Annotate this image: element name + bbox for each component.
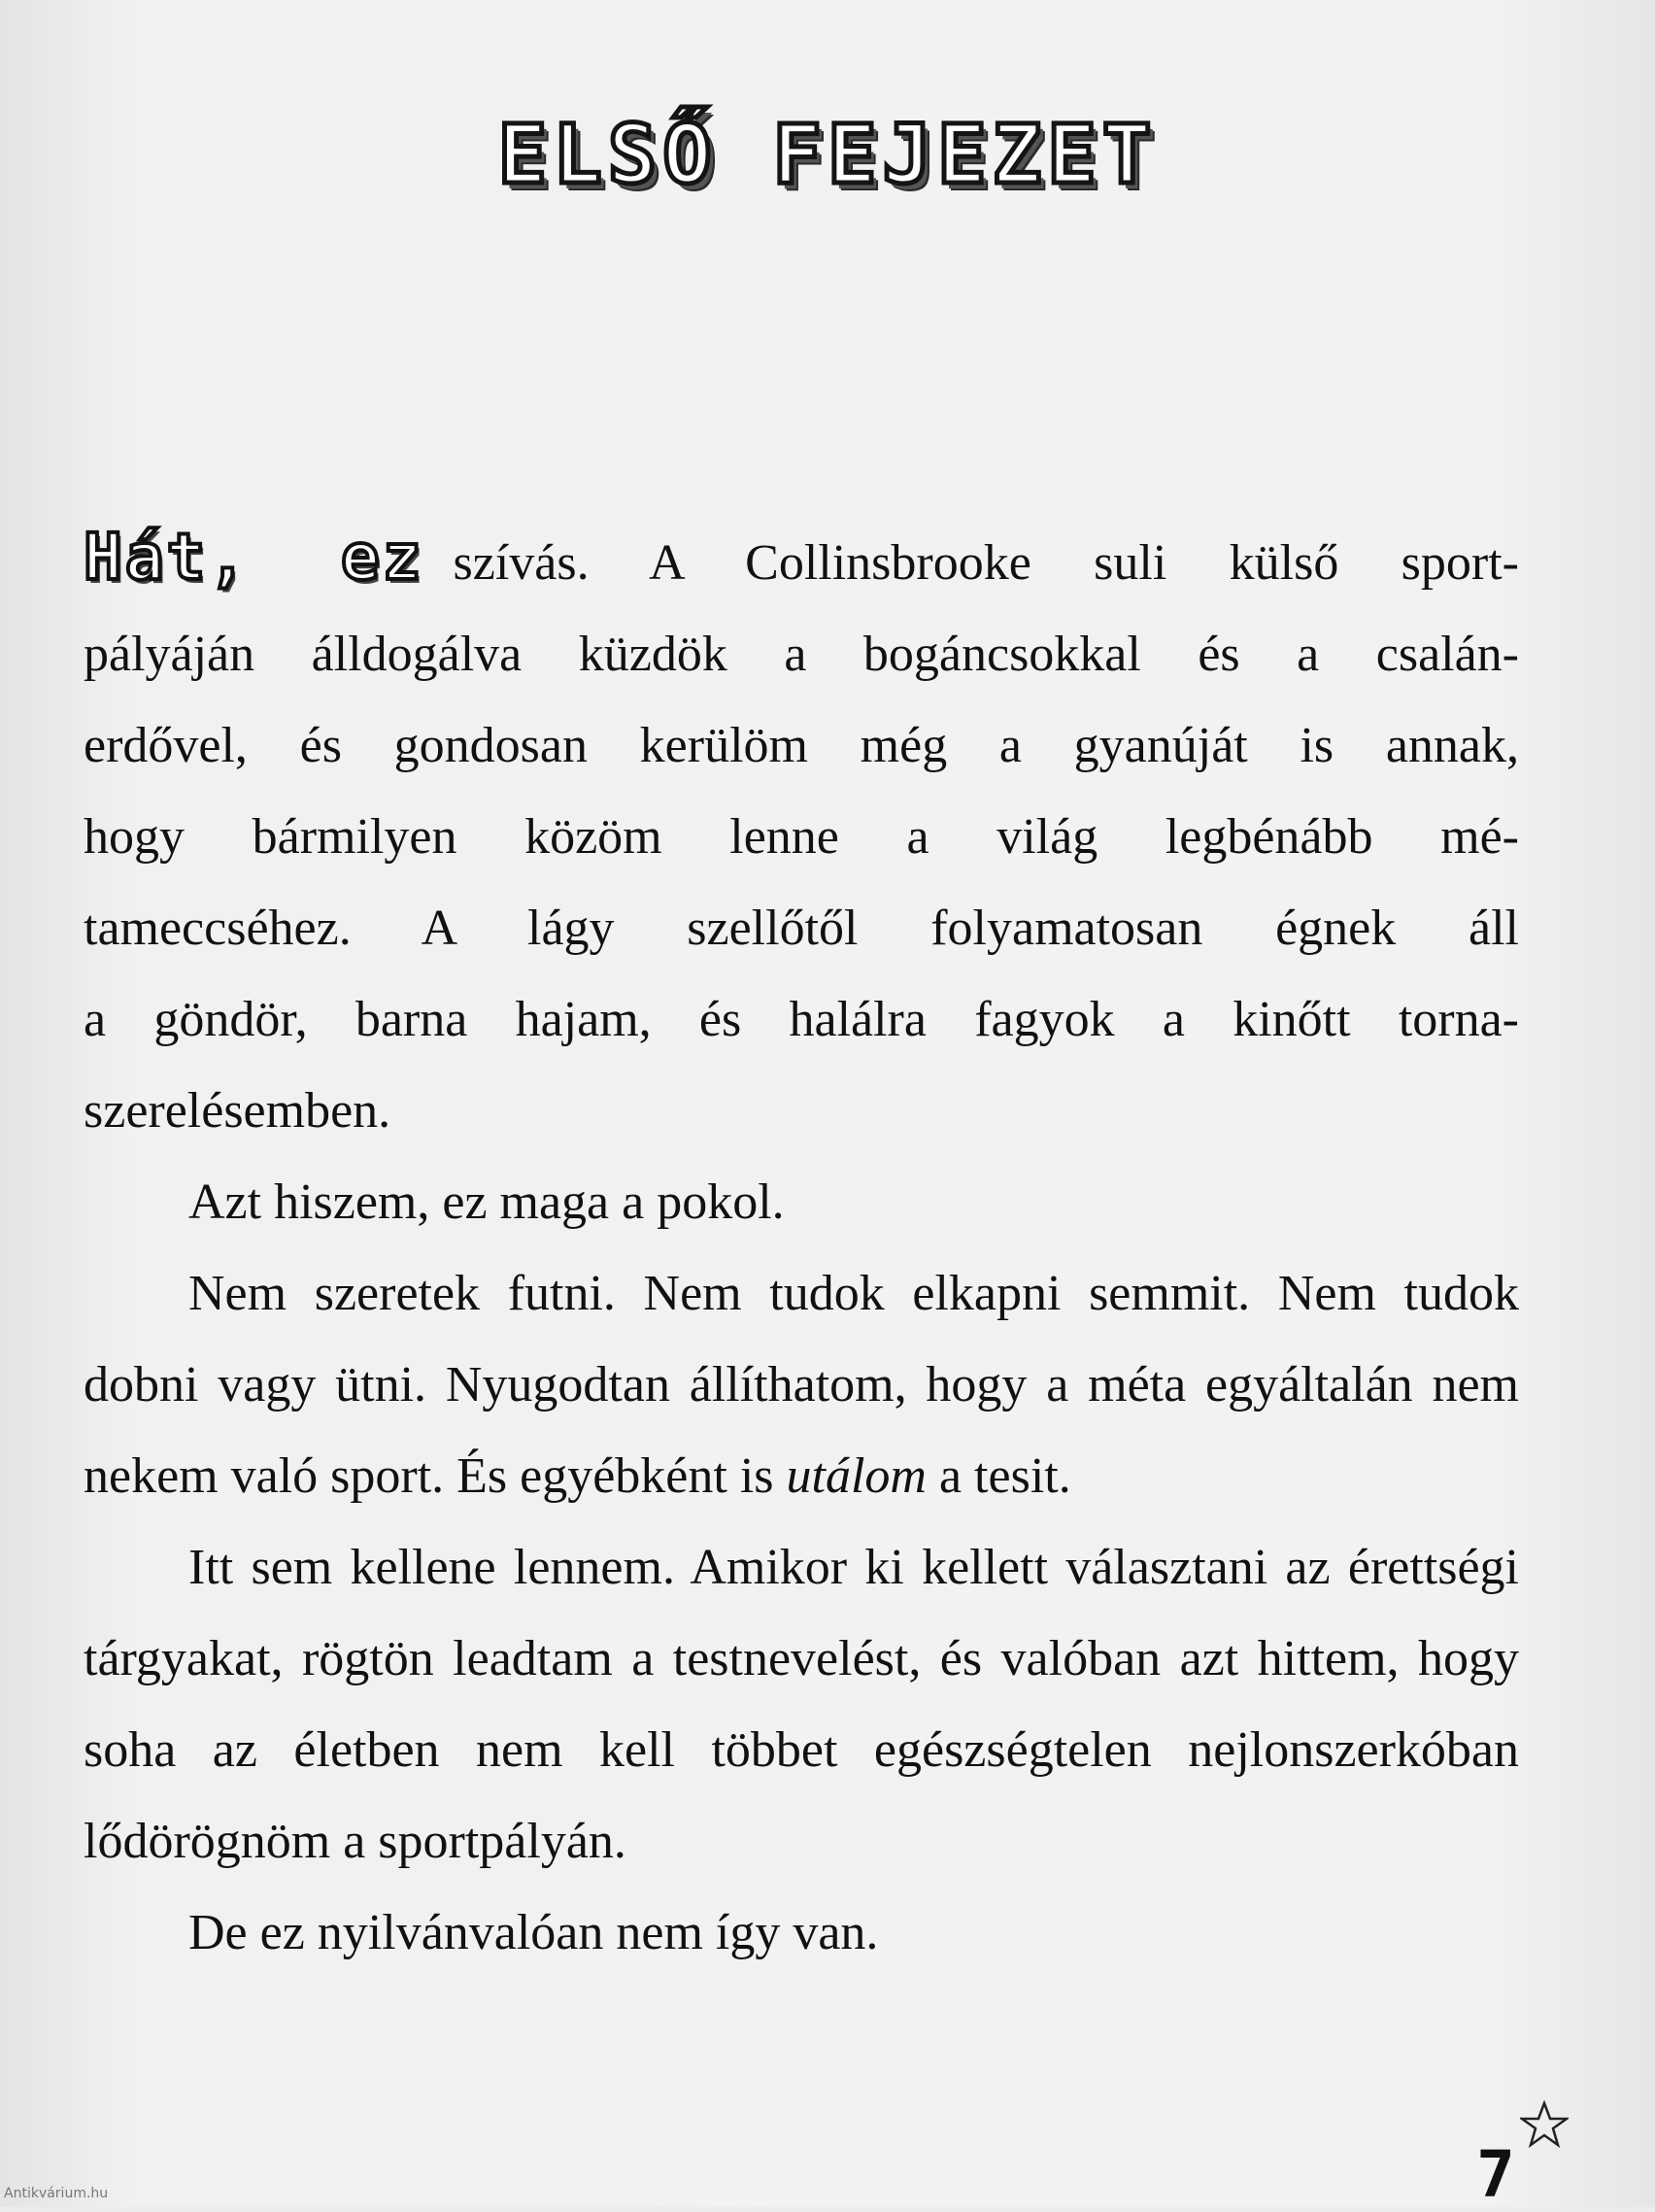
paragraph-1-line-7: szerelésemben.: [84, 1083, 391, 1139]
emphasis-word: utálom: [786, 1448, 927, 1504]
paragraph-4: Itt sem kellene lennem. Amikor ki kellett választani az érettségi tárgyakat, rögtön leadtam a testnevelést, és valóban azt hittem, hogy soha az életben nem kell többet egészségtelen nejlonszerkóban lődörögnöm a sportpályán.: [84, 1540, 1519, 1869]
paragraph-1-line-2: pályáján álldogálva küzdök a bogáncsokkal és a csalán-: [84, 627, 1519, 682]
paragraph-1-line-4: hogy bármilyen közöm lenne a világ legbénább mé-: [84, 809, 1519, 865]
paragraph-1-line-6: a göndör, barna hajam, és halálra fagyok a kinőtt torna-: [84, 992, 1519, 1047]
paragraph-3: [84, 1248, 1519, 1522]
paragraph-2: Azt hiszem, ez maga a pokol.: [188, 1174, 785, 1230]
watermark: Antikvárium.hu: [4, 2186, 109, 2201]
paragraph-3-text: Nem szeretek futni. Nem tudok elkapni semmit. Nem tudok dobni vagy ütni. Nyugodtan állíthatom, hogy a méta egyáltalán nem nekem való sport. És egyébként is: [84, 1266, 1519, 1504]
line-text: szívás. A Collinsbrooke suli külső sport-: [453, 535, 1519, 591]
paragraph-3-end: a tesit.: [926, 1448, 1071, 1504]
chapter-title: ELSŐ FEJEZET: [497, 107, 1158, 202]
paragraph-1-line-3: erdővel, és gondosan kerülöm még a gyanúját is annak,: [84, 718, 1519, 773]
page-number: 7: [1476, 2137, 1515, 2212]
paragraph-5: De ez nyilvánvalóan nem így van.: [188, 1905, 879, 1960]
paragraph-1: [84, 512, 1519, 1157]
chapter-body: [84, 512, 1519, 1979]
chapter-opener: Hát, ez: [84, 520, 424, 595]
paragraph-1-line-5: tameccséhez. A lágy szellőtől folyamatosan égnek áll: [84, 901, 1519, 956]
paragraph-1-line-1: [84, 512, 1519, 609]
